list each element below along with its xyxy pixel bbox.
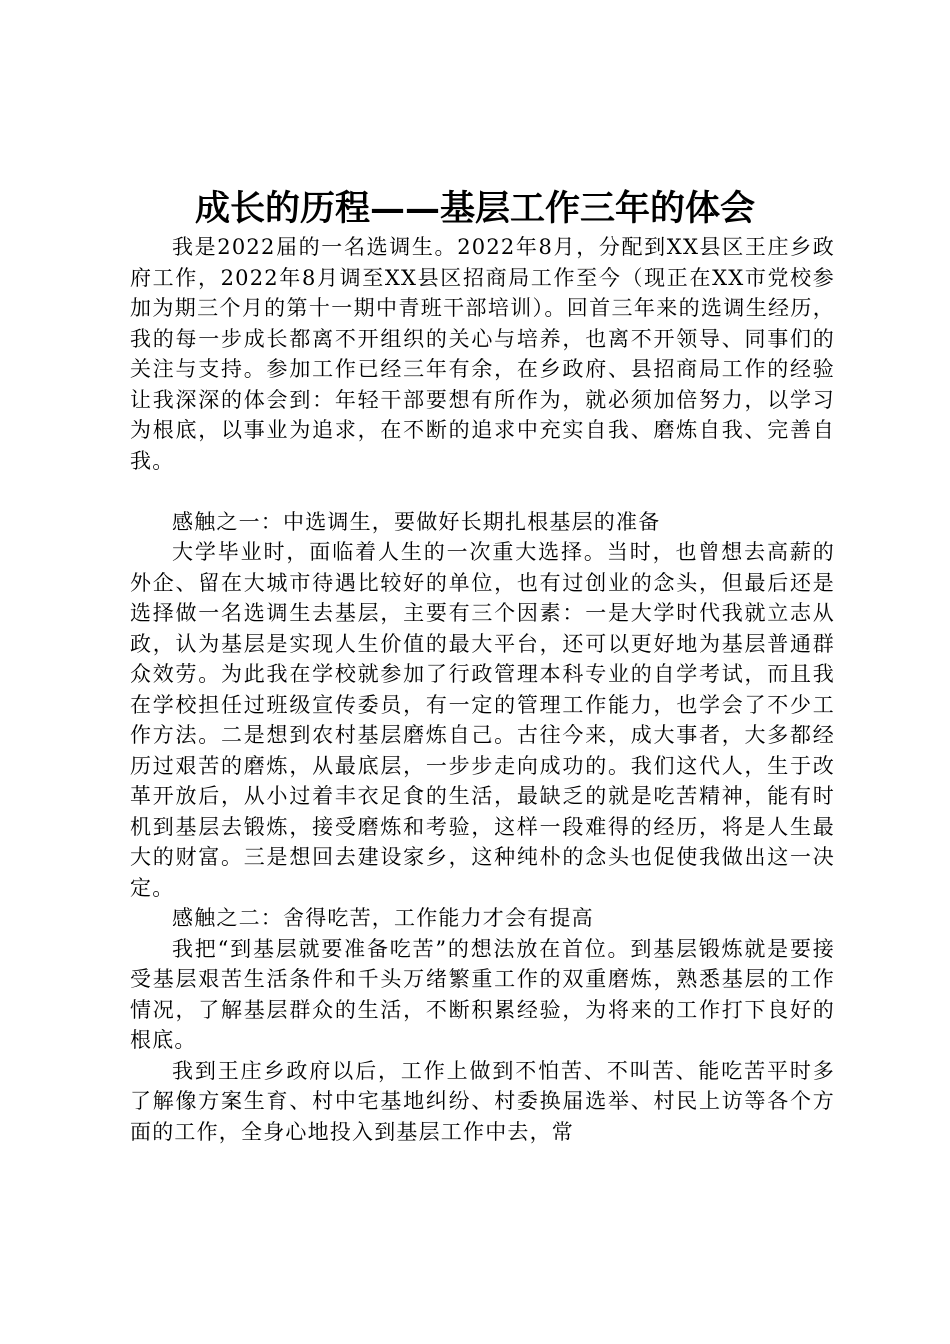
paragraph-spacer <box>130 476 835 507</box>
paragraph-section-2b: 我到王庄乡政府以后，工作上做到不怕苦、不叫苦、能吃苦平时多了解像方案生育、村中宅基地纠纷、村委换届选举、村民上访等各个方面的工作，全身心地投入到基层工作中去，常 <box>130 1058 835 1144</box>
section-heading-2: 感触之二：舍得吃苦，工作能力才会有提高 <box>172 906 594 930</box>
paragraph-section-1: 大学毕业时，面临着人生的一次重大选择。当时，也曾想去高薪的外企、留在大城市待遇比较好的单位，也有过创业的念头，但最后还是选择做一名选调生去基层，主要有三个因素：一是大学时代我就立志从政，认为基层是实现人生价值的最大平台，还可以更好地为基层普通群众效劳。为此我在学校就参加了行政管理本科专业的自学考试，而且我在学校担任过班级宣传委员，有一定的管理工作能力，也学会了不少工作方法。二是想到农村基层磨炼自己。古往今来，成大事者，大多都经历过艰苦的磨炼，从最底层，一步步走向成功的。我们这代人，生于改革开放后，从小过着丰衣足食的生活，最缺乏的就是吃苦精神，能有时机到基层去锻炼，接受磨炼和考验，这样一段难得的经历，将是人生最大的财富。三是想回去建设家乡，这种纯朴的念头也促使我做出这一决定。 <box>130 540 835 900</box>
paragraph-section-2a: 我把“到基层就要准备吃苦”的想法放在首位。到基层锻炼就是要接受基层艰苦生活条件和千头万绪繁重工作的双重磨炼，熟悉基层的工作情况，了解基层群众的生活，不断积累经验，为将来的工作打下良好的根底。 <box>130 936 835 1052</box>
document-body <box>130 232 835 1147</box>
section-heading-1: 感触之一：中选调生，要做好长期扎根基层的准备 <box>172 509 661 534</box>
paragraph-intro: 我是2022届的一名选调生。2022年8月，分配到XX县区王庄乡政府工作，2022年8月调至XX县区招商局工作至今（现正在XX市党校参加为期三个月的第十一期中青班干部培训）。回首三年来的选调生经历，我的每一步成长都离不开组织的关心与培养，也离不开领导、同事们的关注与支持。参加工作已经三年有余，在乡政府、县招商局工作的经验让我深深的体会到：年轻干部要想有所作为，就必须加倍努力，以学习为根底，以事业为追求，在不断的追求中充实自我、磨炼自我、完善自我。 <box>130 235 835 473</box>
document-title: 成长的历程——基层工作三年的体会 <box>194 188 755 229</box>
